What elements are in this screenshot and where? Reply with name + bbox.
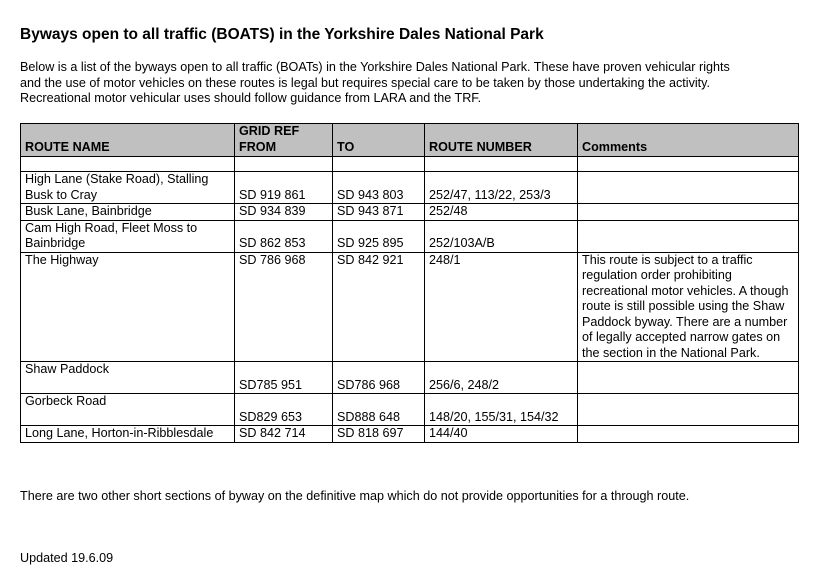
cell-comments [578, 394, 799, 426]
cell-route-number: 252/48 [425, 204, 578, 221]
cell-comments [578, 220, 799, 252]
cell-from: SD 919 861 [235, 172, 333, 204]
cell-to: SD888 648 [333, 394, 425, 426]
updated-date: Updated 19.6.09 [20, 551, 114, 565]
cell-to: SD 842 921 [333, 252, 425, 362]
cell-from: SD829 653 [235, 394, 333, 426]
cell-from: SD 842 714 [235, 426, 333, 443]
table-spacer-row [21, 157, 799, 172]
cell-from: SD785 951 [235, 362, 333, 394]
cell-route-name: High Lane (Stake Road), Stalling Busk to Cray [21, 172, 235, 204]
header-grid-ref-label: GRID REF [239, 124, 300, 138]
intro-paragraph [20, 60, 810, 107]
cell-comments [578, 172, 799, 204]
cell-comments [578, 362, 799, 394]
header-route-number: ROUTE NUMBER [425, 124, 578, 157]
empty-cell [21, 157, 235, 172]
empty-cell [333, 157, 425, 172]
empty-cell [235, 157, 333, 172]
cell-to: SD 818 697 [333, 426, 425, 443]
cell-route-name: Cam High Road, Fleet Moss to Bainbridge [21, 220, 235, 252]
header-grid-ref-from [235, 124, 333, 157]
route-name-text: Gorbeck Road [25, 394, 107, 408]
cell-to: SD786 968 [333, 362, 425, 394]
empty-cell [425, 157, 578, 172]
table-row [21, 220, 799, 252]
cell-comments: This route is subject to a traffic regulation order prohibiting recreational motor vehicles. A though route is still possible using the Shaw Paddock byway. There are a number of legally accepted narrow gates on the section in the National Park. [578, 252, 799, 362]
intro-line: Recreational motor vehicular uses should follow guidance from LARA and the TRF. [20, 91, 482, 105]
cell-route-number: 144/40 [425, 426, 578, 443]
cell-to: SD 943 871 [333, 204, 425, 221]
cell-route-number: 148/20, 155/31, 154/32 [425, 394, 578, 426]
header-comments: Comments [578, 124, 799, 157]
table-row [21, 394, 799, 426]
cell-route-name: Busk Lane, Bainbridge [21, 204, 235, 221]
table-row [21, 362, 799, 394]
byways-table [20, 123, 799, 443]
page-title: Byways open to all traffic (BOATS) in the Yorkshire Dales National Park [20, 26, 544, 43]
header-to: TO [333, 124, 425, 157]
intro-line: Below is a list of the byways open to all traffic (BOATs) in the Yorkshire Dales National Park. These have proven vehicular rights [20, 60, 730, 74]
table-row [21, 252, 799, 362]
cell-route-name: The Highway [21, 252, 235, 362]
intro-line: and the use of motor vehicles on these routes is legal but requires special care to be taken by those undertaking the activity. [20, 75, 711, 90]
cell-route-name [21, 362, 235, 394]
cell-comments [578, 426, 799, 443]
empty-cell [578, 157, 799, 172]
header-route-name: ROUTE NAME [21, 124, 235, 157]
cell-route-number: 256/6, 248/2 [425, 362, 578, 394]
cell-to: SD 943 803 [333, 172, 425, 204]
footer-note: There are two other short sections of byway on the definitive map which do not provide opportunities for a through route. [20, 489, 690, 503]
cell-route-name [21, 394, 235, 426]
cell-route-number: 252/47, 113/22, 253/3 [425, 172, 578, 204]
header-from-label: FROM [239, 139, 277, 154]
table-header-row [21, 124, 799, 157]
cell-from: SD 786 968 [235, 252, 333, 362]
cell-from: SD 862 853 [235, 220, 333, 252]
cell-route-number: 248/1 [425, 252, 578, 362]
cell-comments [578, 204, 799, 221]
cell-route-number: 252/103A/B [425, 220, 578, 252]
cell-from: SD 934 839 [235, 204, 333, 221]
cell-route-name: Long Lane, Horton-in-Ribblesdale [21, 426, 235, 443]
table-row [21, 172, 799, 204]
table-row [21, 426, 799, 443]
table-row [21, 204, 799, 221]
route-name-text: Shaw Paddock [25, 362, 110, 376]
cell-to: SD 925 895 [333, 220, 425, 252]
